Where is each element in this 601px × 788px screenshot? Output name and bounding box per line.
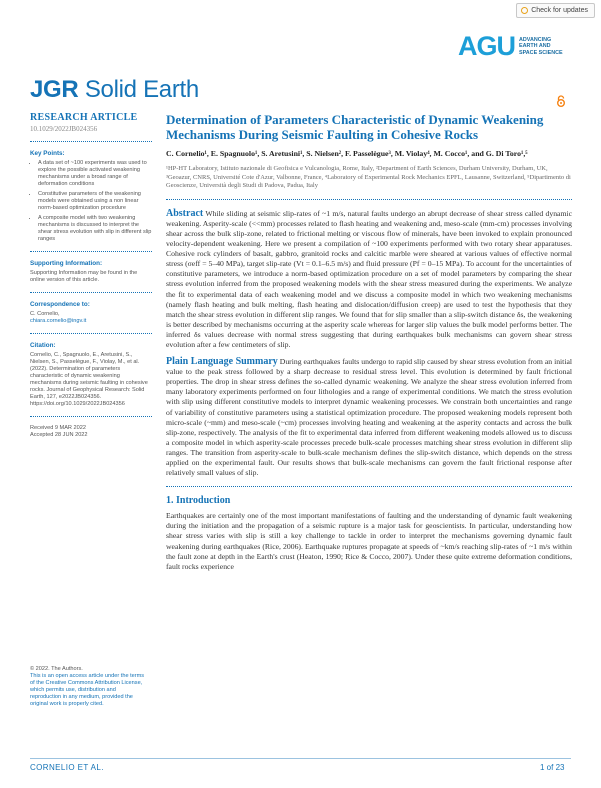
citation-heading: Citation: bbox=[30, 342, 56, 349]
copyright: © 2022. The Authors. bbox=[30, 666, 83, 672]
main-column bbox=[166, 112, 572, 572]
check-updates-label: Check for updates bbox=[531, 7, 588, 14]
correspondence-heading: Correspondence to: bbox=[30, 301, 90, 308]
left-sidebar bbox=[30, 112, 152, 439]
agu-logo bbox=[458, 31, 565, 62]
footer-divider bbox=[30, 758, 571, 759]
abstract-section bbox=[166, 209, 572, 350]
check-for-updates-button[interactable] bbox=[516, 3, 595, 18]
key-points-heading: Key Points: bbox=[30, 150, 65, 157]
key-point: • Constitutive parameters of the weakening models were obtained using a non linear norm-based optimization procedure bbox=[38, 191, 152, 212]
supporting-info-text: Supporting Information may be found in the online version of this article. bbox=[30, 270, 138, 283]
journal-suffix: Solid Earth bbox=[84, 76, 199, 103]
divider bbox=[30, 251, 152, 252]
agu-mark: AGU bbox=[458, 31, 515, 61]
key-point: • A data set of ~100 experiments was used to explore the possible activated weakening mechanisms under a broad range of deformation conditions bbox=[38, 160, 152, 188]
correspondence-name: C. Cornelio, bbox=[30, 311, 60, 317]
journal-name bbox=[30, 76, 199, 104]
divider bbox=[30, 333, 152, 334]
abstract-heading: Abstract bbox=[166, 207, 204, 219]
abstract-text: While sliding at seismic slip-rates of ~1 m/s, natural faults undergo an abrupt decrease of shear stress called dynamic weakening. Asperity-scale (<<mm) processes related to flash heating and weakening and, meso-scale (mm-cm) processes involving shear across the bulk slip-zone, related to frictional melting or viscous flow of minerals, have been invoked to explain pronounced velocity-dependent weakening. Here we present a compilation of ~100 experiments performed with two rotary shear apparatuses. Cohesive rock cylinders of basalt, gabbro, granitoid rocks and calcitic marble were sheared at various values of effective normal stress (σeff = 5–40 MPa), target slip-rate (Vt = 0.1–6.5 m/s) and fluid pressure (Pf = 0–15 MPa). To account for the uncertainties of constitutive parameters, we introduce a norm-based optimization procedure on a set of model parameters by comparing the shear stress evolution inferred from the proposed weakening models with the shear stress measured during the experiments. We analyze the fit to experimental data of each weakening model and we discuss a composite model in which two weakening mechanisms (namely flash heating and bulk melting, flash heating and dislocation/diffusion creep) are used to test the hypothesis that they match the shear stress evolution in different slip ranges. We found that for slip smaller than a slip-switch distance δs, the weakening is better described by mechanisms occurring at the asperity scale whereas for larger slip values the bulk model performs better. The inferred δs values decrease with normal stress suggesting that during earthquakes bulk mechanisms can govern shear stress evolution after a few centimeters of slip. bbox=[166, 208, 572, 349]
supporting-info-heading: Supporting Information: bbox=[30, 260, 103, 267]
citation-text: Cornelio, C., Spagnuolo, E., Aretusini, S., Nielsen, S., Passelègue, F., Violay, M., et al. (2022). Determination of parameters characteristic of dynamic weakening mechanisms during seismic faulting in cohesive rocks. Journal of Geophysical Research: Solid Earth, 127, e2022JB024356. https://doi.org/10.1029/2022JB024356 bbox=[30, 352, 148, 407]
accepted-date: Accepted 28 JUN 2022 bbox=[30, 432, 88, 438]
plain-language-summary-section bbox=[166, 357, 572, 478]
introduction-text: Earthquakes are certainly one of the most important manifestations of faulting and the understanding of dynamic fault weakening during the initiation and the propagation of a seismic rupture is a major task for geoscientists. In particular, understanding how shear stress varies with slip is still a key challenge to tackle in order to interpret the mechanisms governing dynamic fault weakening during earthquakes (Rice, 2006). Earthquake ruptures propagate at speeds of ~km/s reaching slip-rates of ~1 m/s within the fault zone at depth in the Earth's crust (Heaton, 1990; Rice & Cocco, 2007). Under these quite extreme deformation conditions, fault rocks experience bbox=[166, 511, 572, 571]
article-type: RESEARCH ARTICLE bbox=[30, 112, 138, 123]
agu-tagline: ADVANCING EARTH AND SPACE SCIENCE bbox=[519, 36, 563, 56]
doi-label: 10.1029/2022JB024356 bbox=[30, 125, 98, 133]
key-points-section bbox=[30, 150, 152, 243]
divider bbox=[30, 292, 152, 293]
license-block bbox=[30, 666, 148, 708]
divider bbox=[166, 199, 572, 200]
refresh-icon bbox=[521, 7, 528, 14]
divider bbox=[30, 141, 152, 142]
journal-prefix: JGR bbox=[30, 76, 79, 103]
introduction-heading: 1. Introduction bbox=[166, 495, 231, 507]
plain-language-summary-text: During earthquakes faults undergo to rapid slip caused by shear stress evolution from an initial value to the peak stress followed by a sharp decrease to residual stress level. This evolution is determined by fault frictional properties. The drop in shear stress defines the so-called dynamic weakening. We analyze the shear stress evolution inferred from many laboratory experiments performed on four lithologies and a range of experimental conditions. We match the stress evolution with slip using different constitutive models to interpret dynamic weakening processes. We constrain both uncertainties and range of variability of constitutive parameters using a statistical optimization procedure. The proposed weakening models represent both micro-scale (~mm) and meso-scale (~cm) processes involving heating and weakening at the asperity contacts and across the bulk slip-zone, respectively. The analysis of the fit to experimental data inferred from different weakening models allowed us to discuss a composite model in which asperity-scale processes precede bulk-scale processes matching shear stress evolution in different slip ranges. The transition from asperity-scale to bulk-scale mechanism defines the slip-switch distance, which depends on the stress applied on the experimental fault. Our results shows that bulk-scale mechanisms can govern the fault frictional response after relatively small values of slip. bbox=[166, 357, 573, 478]
plain-language-summary-heading: Plain Language Summary bbox=[166, 356, 278, 368]
author-list: C. Cornelio¹, E. Spagnuolo¹, S. Aretusini¹, S. Nielsen², F. Passelègue³, M. Violay⁴, M. Cocco¹, and G. Di Toro¹,⁵ bbox=[166, 149, 528, 158]
affiliations: ¹HP-HT Laboratory, Istituto nazionale di Geofisica e Vulcanologia, Rome, Italy, ²Department of Earth Sciences, Durham University, Durham, UK, ³Geoazur, CNRS, Université Cote d'Azur, Valbonne, France, ⁴Laboratory of Experimental Rock Mechanics EPFL, Lausanne, Switzerland, ⁵Dipartimento di Geoscienze, Università degli Studi di Padova, Padua, Italy bbox=[166, 165, 571, 190]
correspondence-email-link[interactable]: chiara.cornelio@ingv.it bbox=[30, 318, 87, 324]
divider bbox=[166, 486, 572, 487]
received-date: Received 9 MAR 2022 bbox=[30, 425, 86, 431]
divider bbox=[30, 416, 152, 417]
footer-authors: CORNELIO ET AL. bbox=[30, 763, 104, 772]
key-point: • A composite model with two weakening mechanisms is discussed to interpret the shear stress evolution with slip in different slip ranges bbox=[38, 215, 152, 243]
article-title: Determination of Parameters Characteristic of Dynamic Weakening Mechanisms During Seismic Faulting in Cohesive Rocks bbox=[166, 112, 544, 142]
open-access-icon bbox=[556, 95, 566, 107]
page-number: 1 of 23 bbox=[540, 763, 565, 772]
license-text-link[interactable]: This is an open access article under the terms of the Creative Commons Attribution License, which permits use, distribution and reproduction in any medium, provided the original work is properly cited. bbox=[30, 673, 145, 707]
dates-section bbox=[30, 425, 152, 439]
